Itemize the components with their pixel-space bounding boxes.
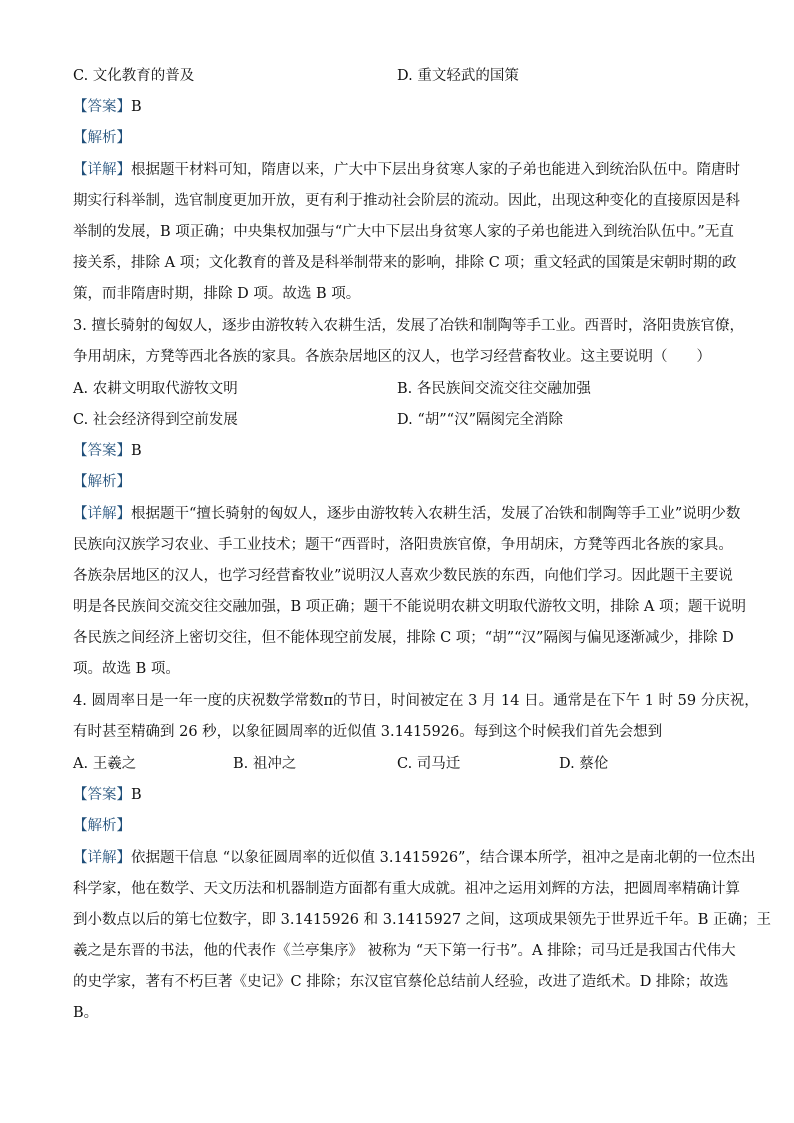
answer-line bbox=[73, 441, 723, 461]
option-c: C. 司马迁 bbox=[397, 756, 461, 772]
option-a: A. 王羲之 bbox=[73, 756, 137, 772]
stem-line: 3. 擅长骑射的匈奴人，逐步由游牧转入农耕生活，发展了冶铁和制陶等手工业。西晋时，洛阳贵族官僚， bbox=[73, 318, 744, 334]
detail-tag: 【详解】 bbox=[73, 850, 131, 866]
analysis-tag bbox=[73, 816, 723, 836]
detail-tag: 【详解】 bbox=[73, 506, 131, 522]
detail-line: 到小数点以后的第七位数字，即 3.1415926 和 3.1415927 之间，这项成果领先于世界近千年。B 正确；王 bbox=[73, 912, 772, 928]
answer-tag: 【答案】 bbox=[73, 99, 131, 115]
detail-line: 期实行科举制，选官制度更加开放，更有利于推动社会阶层的流动。因此，出现这种变化的直接原因是科 bbox=[73, 193, 740, 209]
detail-line: 项。故选 B 项。 bbox=[73, 661, 180, 677]
analysis-tag bbox=[73, 472, 723, 492]
detail-line: 科学家，他在数学、天文历法和机器制造方面都有重大成就。祖冲之运用刘辉的方法，把圆周率精确计算 bbox=[73, 881, 740, 897]
analysis-label: 【解析】 bbox=[73, 818, 131, 834]
answer-value: B bbox=[131, 787, 142, 803]
detail-line: B。 bbox=[73, 1005, 99, 1021]
option-d: D. 蔡伦 bbox=[559, 756, 609, 772]
question-stem bbox=[73, 686, 759, 748]
answer-line bbox=[73, 97, 723, 117]
option-b: B. 各民族间交流交往交融加强 bbox=[397, 381, 591, 397]
answer-value: B bbox=[131, 99, 142, 115]
option-d: D. “胡”“汉”隔阂完全消除 bbox=[397, 412, 563, 428]
stem-line: 4. 圆周率日是一年一度的庆祝数学常数π的节日，时间被定在 3 月 14 日。通常是在下午 1 时 59 分庆祝， bbox=[73, 693, 759, 709]
detail-line: 举制的发展，B 项正确；中央集权加强与“广大中下层出身贫寒人家的子弟也能进入到统治队伍中。”无直 bbox=[73, 224, 734, 240]
answer-line bbox=[73, 785, 723, 805]
detail-tag: 【详解】 bbox=[73, 162, 131, 178]
detail-line: 明是各民族间交流交往交融加强，B 项正确；题干不能说明农耕文明取代游牧文明，排除 A 项；题干说明 bbox=[73, 599, 746, 615]
answer-value: B bbox=[131, 443, 142, 459]
analysis-label: 【解析】 bbox=[73, 474, 131, 490]
detail-line: 各族杂居地区的汉人，也学习经营畜牧业”说明汉人喜欢少数民族的东西，向他们学习。因此题干主要说 bbox=[73, 568, 733, 584]
detail-line bbox=[73, 499, 741, 530]
detail-text: 根据题干“擅长骑射的匈奴人，逐步由游牧转入农耕生活，发展了冶铁和制陶等手工业”说明少数 bbox=[131, 506, 741, 522]
option-d: D. 重文轻武的国策 bbox=[397, 68, 519, 84]
answer-tag: 【答案】 bbox=[73, 443, 131, 459]
detail-paragraph bbox=[73, 499, 746, 685]
answer-tag: 【答案】 bbox=[73, 787, 131, 803]
option-c: C. 社会经济得到空前发展 bbox=[73, 412, 238, 428]
option-b: B. 祖冲之 bbox=[233, 756, 297, 772]
detail-line: 的史学家，著有不朽巨著《史记》C 排除；东汉宦官蔡伦总结前人经验，改进了造纸术。D 排除；故选 bbox=[73, 974, 729, 990]
question-stem bbox=[73, 311, 744, 373]
detail-line bbox=[73, 155, 740, 186]
option-a: A. 农耕文明取代游牧文明 bbox=[73, 381, 238, 397]
option-c: C. 文化教育的普及 bbox=[73, 68, 195, 84]
detail-text: 依据题干信息 “以象征圆周率的近似值 3.1415926”，结合课本所学，祖冲之是南北朝的一位杰出 bbox=[131, 850, 756, 866]
detail-line bbox=[73, 843, 756, 874]
analysis-tag bbox=[73, 128, 723, 148]
stem-line: 有时甚至精确到 26 秒，以象征圆周率的近似值 3.1415926。每到这个时候我们首先会想到 bbox=[73, 724, 663, 740]
detail-paragraph bbox=[73, 155, 740, 310]
detail-line: 策，而非隋唐时期，排除 D 项。故选 B 项。 bbox=[73, 286, 361, 302]
detail-line: 接关系，排除 A 项；文化教育的普及是科举制带来的影响，排除 C 项；重文轻武的国策是宋朝时期的政 bbox=[73, 255, 737, 271]
detail-paragraph bbox=[73, 843, 772, 1029]
detail-line: 羲之是东晋的书法，他的代表作《兰亭集序》 被称为 “天下第一行书”。A 排除；司马迁是我国古代伟大 bbox=[73, 943, 736, 959]
detail-text: 根据题干材料可知，隋唐以来，广大中下层出身贫寒人家的子弟也能进入到统治队伍中。隋唐时 bbox=[131, 162, 740, 178]
detail-line: 民族向汉族学习农业、手工业技术；题干“西晋时，洛阳贵族官僚，争用胡床，方凳等西北各族的家具。 bbox=[73, 537, 733, 553]
stem-line: 争用胡床，方凳等西北各族的家具。各族杂居地区的汉人，也学习经营畜牧业。这主要说明（ ） bbox=[73, 349, 711, 365]
analysis-label: 【解析】 bbox=[73, 130, 131, 146]
detail-line: 各民族之间经济上密切交往，但不能体现空前发展，排除 C 项；“胡”“汉”隔阂与偏见逐渐减少，排除 D bbox=[73, 630, 734, 646]
